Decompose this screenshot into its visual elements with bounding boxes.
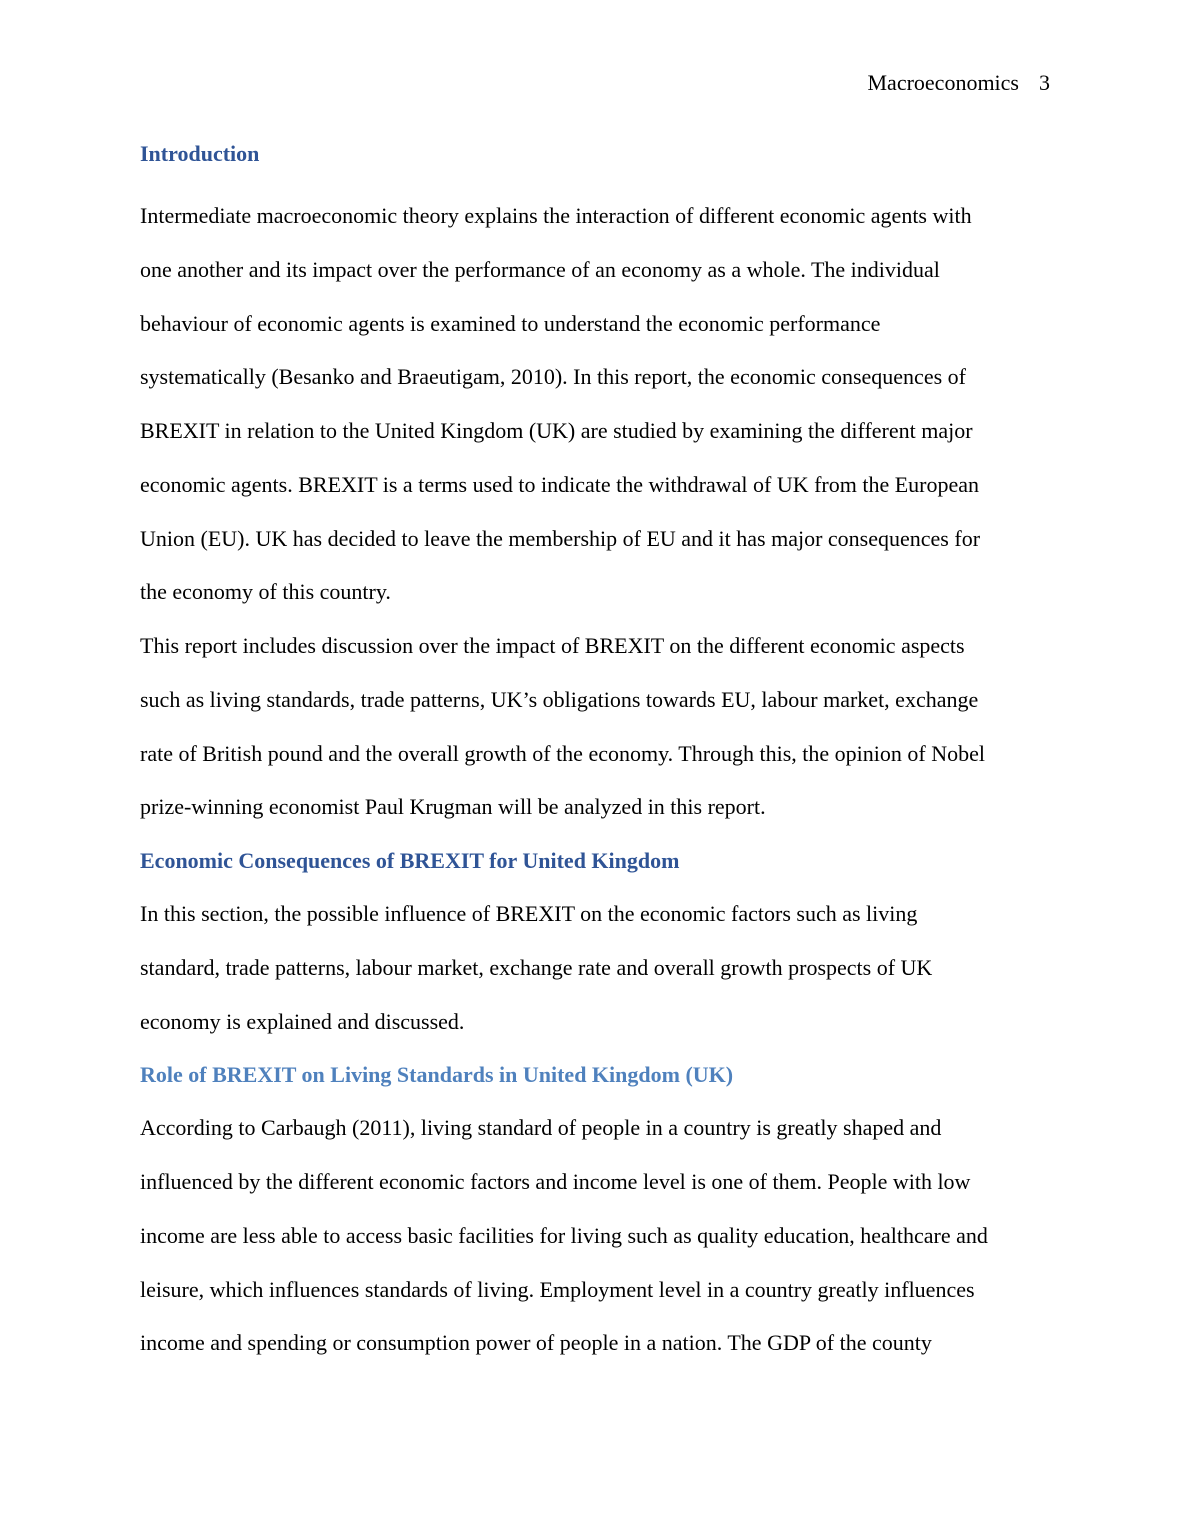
text-line: Intermediate macroeconomic theory explains the interaction of different economic agents with	[140, 203, 972, 228]
heading-living-standards: Role of BREXIT on Living Standards in United Kingdom (UK)	[140, 1062, 734, 1088]
text-line: one another and its impact over the performance of an economy as a whole. The individual	[140, 256, 940, 282]
text-line: leisure, which influences standards of living. Employment level in a country greatly influences	[140, 1276, 975, 1302]
document-body	[140, 136, 1050, 1370]
text-line: BREXIT in relation to the United Kingdom (UK) are studied by examining the different major	[140, 418, 973, 443]
text-line: influenced by the different economic factors and income level is one of them. People with low	[140, 1169, 971, 1194]
section-introduction	[140, 136, 1050, 834]
text-line: In this section, the possible influence of BREXIT on the economic factors such as living	[140, 901, 918, 926]
section-living-standards	[140, 1048, 1050, 1370]
section-economic-consequences	[140, 834, 1050, 1048]
text-line: behaviour of economic agents is examined to understand the economic performance	[140, 310, 881, 336]
running-header	[868, 68, 1051, 98]
text-line: systematically (Besanko and Braeutigam, 2010). In this report, the economic consequences of	[140, 364, 966, 390]
text-line: such as living standards, trade patterns, UK’s obligations towards EU, labour market, exchange	[140, 686, 979, 712]
paragraph	[140, 189, 1050, 619]
text-line: economy is explained and discussed.	[140, 1008, 465, 1034]
heading-economic-consequences: Economic Consequences of BREXIT for United Kingdom	[140, 848, 680, 873]
text-line: standard, trade patterns, labour market, exchange rate and overall growth prospects of UK	[140, 954, 933, 980]
text-line: rate of British pound and the overall growth of the economy. Through this, the opinion of Nobel	[140, 740, 986, 766]
text-line: Union (EU). UK has decided to leave the membership of EU and it has major consequences for	[140, 525, 981, 551]
paragraph	[140, 887, 1050, 1048]
heading-introduction: Introduction	[140, 141, 260, 166]
text-line: This report includes discussion over the impact of BREXIT on the different economic aspects	[140, 633, 965, 658]
paragraph	[140, 619, 1050, 834]
text-line: the economy of this country.	[140, 579, 391, 605]
paragraph	[140, 1101, 1050, 1370]
text-line: prize-winning economist Paul Krugman will be analyzed in this report.	[140, 794, 766, 820]
text-line: According to Carbaugh (2011), living standard of people in a country is greatly shaped and	[140, 1115, 942, 1141]
running-header-title: Macroeconomics	[867, 70, 1019, 95]
page-number: 3	[1039, 70, 1050, 95]
text-line: income and spending or consumption power of people in a nation. The GDP of the county	[140, 1330, 932, 1356]
text-line: economic agents. BREXIT is a terms used to indicate the withdrawal of UK from the European	[140, 471, 980, 497]
text-line: income are less able to access basic facilities for living such as quality education, healthcare and	[140, 1222, 988, 1248]
